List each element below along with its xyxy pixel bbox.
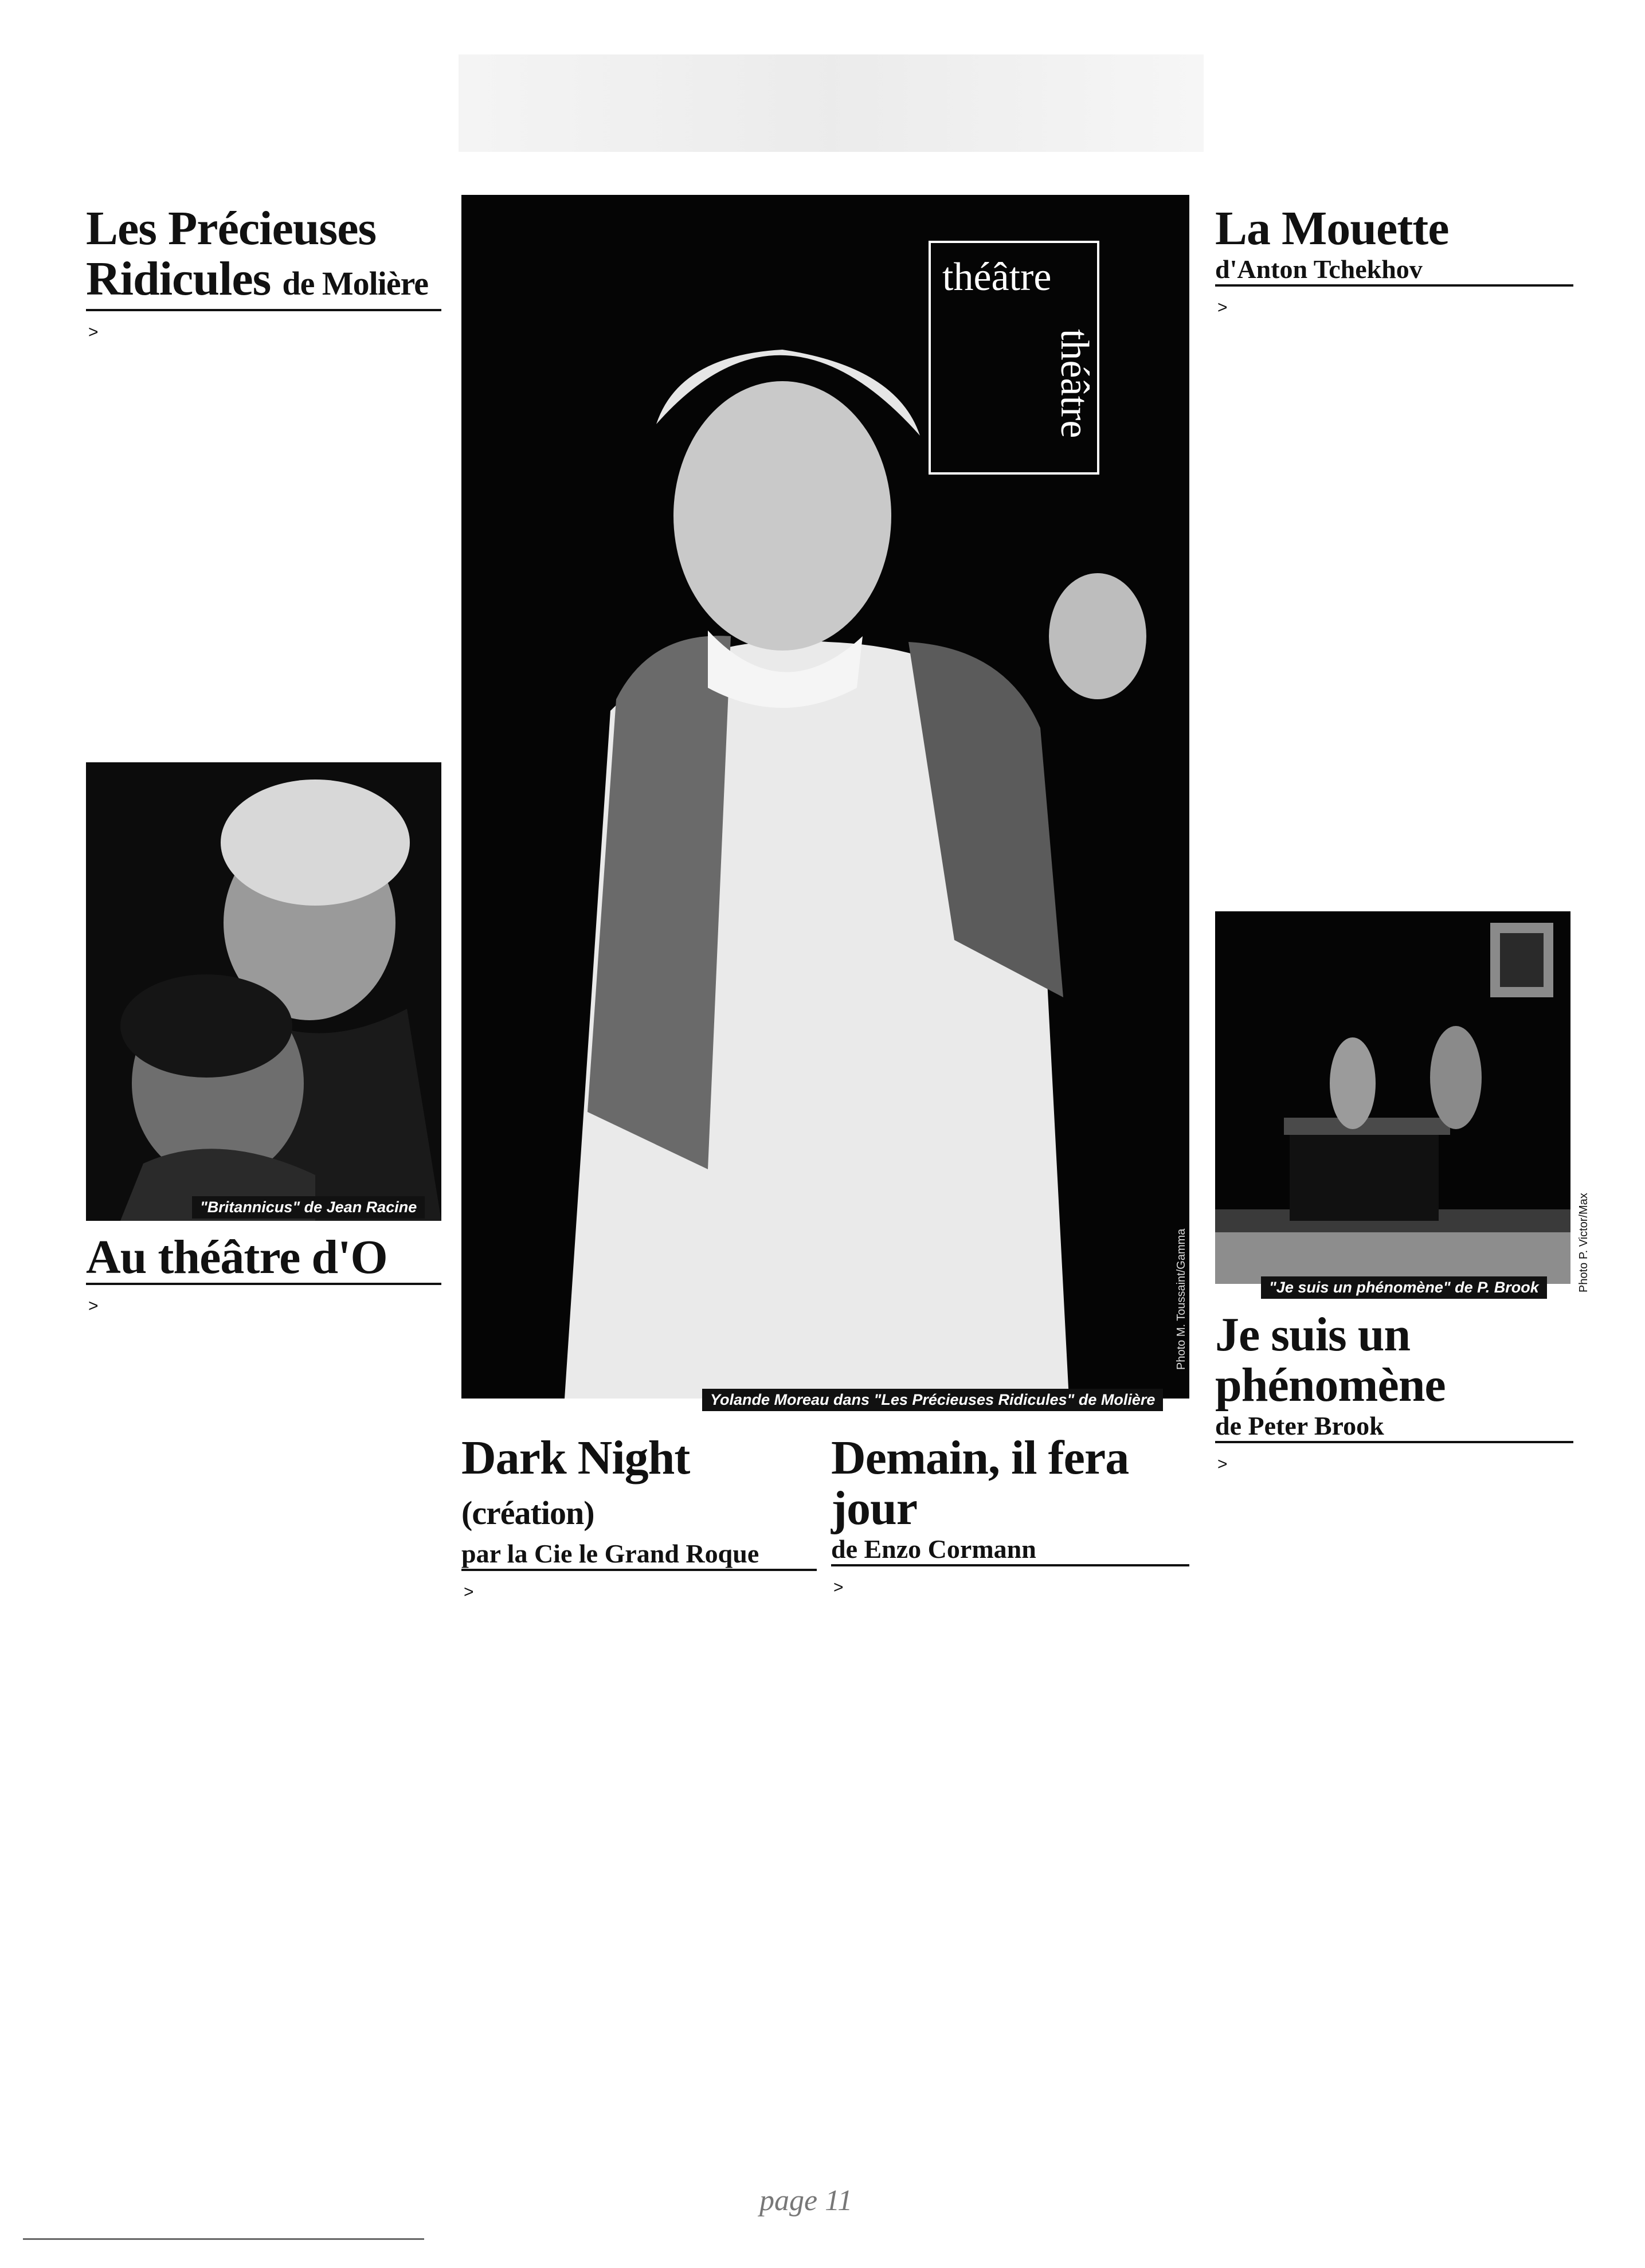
article-title: Demain, il fera jour <box>831 1431 1129 1535</box>
brook-photo-caption: "Je suis un phénomène" de P. Brook <box>1261 1276 1547 1299</box>
article-title <box>461 1433 817 1538</box>
article-precieuses <box>86 203 441 322</box>
article-byline: par la Cie le Grand Roque <box>461 1539 759 1568</box>
center-photo-caption: Yolande Moreau dans "Les Précieuses Ridicules" de Molière <box>702 1389 1163 1411</box>
article-phenomene <box>1215 1310 1573 1454</box>
page-number: page 11 <box>759 2184 853 2217</box>
bottom-rule <box>23 2238 424 2240</box>
article-byline: de Peter Brook <box>1215 1411 1384 1440</box>
brook-photo-image <box>1215 911 1570 1284</box>
article-byline: d'Anton Tchekhov <box>1215 254 1423 284</box>
title-line-1: Les Précieuses <box>86 202 377 255</box>
article-title: Au théâtre d'O <box>86 1231 387 1284</box>
article-title: La Mouette <box>1215 202 1449 255</box>
title-rule <box>831 1564 1189 1566</box>
title-rule <box>1215 284 1573 287</box>
britannicus-caption: "Britannicus" de Jean Racine <box>192 1196 425 1219</box>
photo-britannicus <box>86 762 441 1221</box>
article-theatre-o <box>86 1232 441 1295</box>
title-line-2: Ridicules <box>86 252 271 305</box>
article-mouette <box>1215 203 1573 297</box>
britannicus-photo-image <box>86 762 441 1221</box>
title-rule <box>1215 1441 1573 1443</box>
section-tag-horizontal: théâtre <box>942 255 1052 299</box>
faded-masthead <box>459 54 1204 152</box>
section-tag-vertical: théâtre <box>1052 329 1096 438</box>
photo-brook <box>1215 911 1570 1284</box>
title-rule <box>461 1569 817 1571</box>
article-dark-night <box>461 1433 817 1581</box>
article-byline: de Enzo Cormann <box>831 1534 1036 1564</box>
title-rule <box>86 309 441 311</box>
article-demain <box>831 1433 1189 1577</box>
title-main: Dark Night <box>461 1431 690 1484</box>
article-title <box>86 203 441 309</box>
article-title: Je suis un phénomène <box>1215 1308 1446 1412</box>
title-suffix: (création) <box>461 1494 594 1531</box>
title-suffix: de Molière <box>282 265 429 302</box>
center-photo-credit: Photo M. Toussaint/Gamma <box>1175 1228 1188 1370</box>
brook-photo-credit: Photo P. Victor/Max <box>1577 1193 1590 1292</box>
section-tag <box>929 241 1099 475</box>
